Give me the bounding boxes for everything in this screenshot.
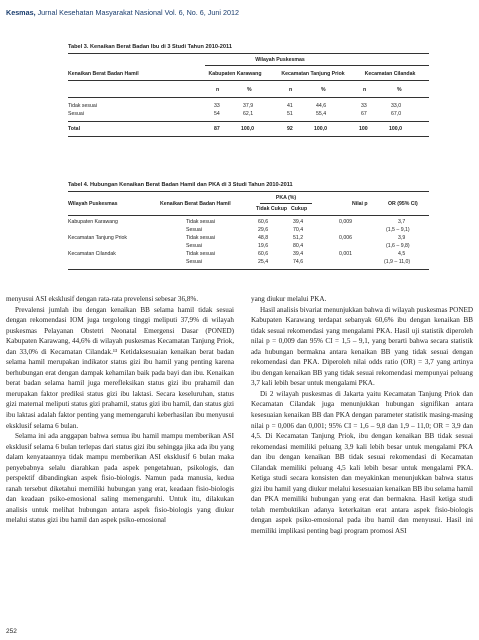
table-cell: Tidak sesuai [186, 235, 215, 241]
table-cell: 70,4 [293, 227, 304, 233]
table-cell: 39,4 [293, 251, 304, 257]
right-column [251, 294, 473, 537]
table3-col-header-karawang: Kabupaten Karawang [208, 71, 262, 77]
table-cell: 4,5 [398, 251, 406, 257]
table4-header-wilayah: Wilayah Puskesmas [68, 201, 118, 207]
table3-subheader: n [216, 87, 220, 93]
table-cell: 51 [287, 111, 293, 117]
table4-header-or: OR (95% CI) [388, 201, 418, 207]
table4-bottom-rule [68, 269, 429, 270]
table-cell: 33 [214, 103, 220, 109]
table-cell: 100,0 [241, 126, 254, 132]
table-cell: Sesuai [186, 227, 202, 233]
table-cell: Sesuai [186, 243, 202, 249]
table-cell: 41 [287, 103, 293, 109]
table-cell: (1,5 – 9,1) [386, 227, 410, 233]
table3-group-header: Wilayah Puskesmas [255, 57, 305, 63]
table4-header-p: Nilai p [352, 201, 368, 207]
table-cell: Tidak sesuai [186, 219, 215, 225]
table4-header-tidak-cukup: Tidak Cukup [256, 206, 288, 212]
table3-subheader: % [397, 87, 402, 93]
table-row-label: Sesuai [68, 111, 84, 117]
table-cell: 74,6 [293, 259, 304, 265]
table4-top-rule [68, 191, 429, 192]
table-cell: Sesuai [186, 259, 202, 265]
table-cell: 67 [361, 111, 367, 117]
paragraph: menyusui ASI eksklusif dengan rata-rata prevelensi sebesar 36,8%. [6, 295, 199, 303]
paragraph: Selama ini ada anggapan bahwa semua ibu hamil mampu memberikan ASI eksklusif selama 6 bulan terlepas dari status gizi ibu sehingga jika ada ibu yang dalam kenyataannya tidak mampu memberikan ASI eksklusif 6 bulan maka penyebabnya selalu diarahkan pada aspek pengetahuan, psikologis, dan perspektif dibandingkan aspek fisio-biologis. Namun pada manusia, kedua ranah tersebut diketahui memiliki hubungan yang erat, keadaan fisio-biologis dan keadaan psiko-emosional saling memengaruhi. Untuk itu, dilakukan analisis untuk melihat hubungan antara aspek fisio-biologis yang diukur melalui status gizi ibu hamil dan aspek psiko-emosional [6, 432, 234, 525]
table-cell: 87 [214, 126, 220, 132]
table4-header-pka: PKA (%) [275, 195, 297, 201]
table3-subheader: % [247, 87, 252, 93]
paragraph: Di 2 wilayah puskesmas di Jakarta yaitu Kecamatan Tanjung Priok dan Kecamatan Cilandak juga menunjukkan hubungan signifikan antara kesesuaian kenaikan BB dan PKA dengan parameter statistik masing-masing nilai p = 0,006 dan 0,001; 95% CI = 1,6 – 9,8 dan 1,9 – 11,0; OR = 3,9 dan 4,5. Di Kecamatan Tanjung Priok, ibu dengan kenaikan BB tidak sesuai rekomendasi memiliki peluang 3,9 kali lebih besar untuk mengalami PKA dan ibu dengan kenaikan BB tidak sesuai rekomendasi di Kecamatan Cilandak memiliki peluang 4,5 kali lebih besar untuk mengalami PKA. Ketiga studi secara konsisten dan meyakinkan menunjukkan bahwa status gizi ibu hamil yang diukur melalui kesesuaian kenaikan BB ibu selama hamil dan PKA memiliki hubungan yang erat dan bermakna. Hasil ketiga studi telah membuktikan adanya keterkaitan erat antara aspek fisio-biologis dengan aspek psiko-emosional pada ibu hamil dan menyusui. Hasil ini memiliki implikasi penting bagi program promosi ASI [251, 389, 473, 536]
journal-details: Jurnal Kesehatan Masyarakat Nasional Vol. 6, No. 6, Juni 2012 [35, 8, 239, 17]
paragraph: Prevalensi jumlah ibu dengan kenaikan BB selama hamil tidak sesuai dengan rekomendasi IOM juga tergolong tinggi meliputi 37,9% di wilayah puskesmas Pelayanan Obstetri Neonatal Emergensi Dasar (PONED) Kabupaten Karawang, 44,6% di wilayah puskesmas Kecamatan Tanjung Priok, dan 33,0% di Kecamatan Cilandak.¹³ Ketidaksesuaian kenaikan berat badan selama hamil merupakan indikator status gizi ibu hamil yang penting karena berhubungan erat dengan dampak kehamilan baik pada bayi dan ibu. Kenaikan berat badan selama hamil juga merefleksikan status gizi ibu prahamil dan merupakan faktor prediksi status gizi ibu laktasi. Secara keseluruhan, status gizi maternal meliputi status gizi prahamil, status gizi ibu hamil, dan status gizi ibu laktasi adalah faktor penting yang memengaruhi keberhasilan ibu menyusui eksklusif selama 6 bulan. [6, 305, 234, 430]
table3-total-rule [68, 121, 429, 122]
table-cell: 51,2 [293, 235, 304, 241]
table3-title: Tabel 3. Kenaikan Berat Badan Ibu di 3 Studi Tahun 2010-2011 [68, 44, 232, 50]
table3-header-rule [68, 80, 429, 81]
table-row-label: Tidak sesuai [68, 103, 97, 109]
table-cell: 3,9 [398, 235, 406, 241]
table-cell: (1,9 – 11,0) [384, 259, 411, 265]
table4-header-cukup: Cukup [291, 206, 308, 212]
table-cell: 25,4 [258, 259, 269, 265]
table3-group-rule [205, 65, 429, 66]
journal-name-bold: Kesmas, [6, 8, 36, 17]
table-cell: (1,6 – 9,8) [386, 243, 410, 249]
table4-header-kenaikan: Kenaikan Berat Badan Hamil [160, 201, 231, 207]
table-cell: 100 [359, 126, 368, 132]
table-cell: 67,0 [391, 111, 402, 117]
table-cell: 0,006 [339, 235, 352, 241]
table3-bottom-rule [68, 136, 429, 137]
left-column [6, 294, 234, 526]
table3-subheader: n [289, 87, 293, 93]
table4-pka-rule [260, 203, 312, 204]
table3-top-rule [68, 53, 429, 54]
table3-col-header-cilandak: Kecamatan Cilandak [364, 71, 416, 77]
table-cell: 60,6 [258, 219, 269, 225]
page-number: 252 [6, 628, 17, 635]
table-row-wilayah: Kabupaten Karawang [68, 219, 118, 225]
paragraph: yang diukur melalui PKA. [251, 295, 327, 303]
table-cell: 3,7 [398, 219, 406, 225]
table-cell: 60,6 [258, 251, 269, 257]
table-cell: 33,0 [391, 103, 402, 109]
table3-row-header: Kenaikan Berat Badan Hamil [68, 71, 139, 77]
table-cell: 39,4 [293, 219, 304, 225]
table-cell: 19,6 [258, 243, 269, 249]
table3-col-header-tanjung-priok: Kecamatan Tanjung Priok [281, 71, 345, 77]
table-row-wilayah: Kecamatan Tanjung Priok [68, 235, 128, 241]
table-cell: 100,0 [314, 126, 327, 132]
table3-subheader: n [363, 87, 367, 93]
table-cell: 48,8 [258, 235, 269, 241]
table-cell: 0,009 [339, 219, 352, 225]
table-cell: 54 [214, 111, 220, 117]
journal-header [6, 8, 239, 17]
table-cell: 44,6 [316, 103, 327, 109]
table-cell: 55,4 [316, 111, 327, 117]
table3-subheader: % [321, 87, 326, 93]
paragraph: Hasil analisis bivariat menunjukkan bahwa di wilayah puskesmas PONED Kabupaten Karawang terdapat sebanyak 60,6% ibu dengan kenaikan BB tidak sesuai rekomendasi yang mengalami PKA. Hasil uji statistik diperoleh nilai p = 0,009 dan 95% CI = 1,5 – 9,1, yang berarti bahwa secara statistik ada hubungan bermakna antara kenaikan BB yang tidak sesuai dengan rekomendasi dan PKA. Diperoleh nilai odds ratio (OR) = 3,7 yang artinya ibu dengan kenaikan BB yang tidak sesuai rekomendasi mempunyai peluang 3,7 kali lebih besar untuk mengalami PKA. [251, 305, 473, 388]
table-cell: 37,9 [243, 103, 254, 109]
table-cell: 62,1 [243, 111, 254, 117]
table-row-wilayah: Kecamatan Cilandak [68, 251, 116, 257]
table-cell: 80,4 [293, 243, 304, 249]
table3-total-label: Total [68, 126, 81, 132]
table-cell: 33 [361, 103, 367, 109]
table-cell: 29,6 [258, 227, 269, 233]
table-cell: 0,001 [339, 251, 352, 257]
table3-subheader-rule [68, 97, 429, 98]
table-cell: Tidak sesuai [186, 251, 215, 257]
table-cell: 92 [287, 126, 293, 132]
table-cell: 100,0 [389, 126, 402, 132]
table4-title: Tabel 4. Hubungan Kenaikan Berat Badan Hamil dan PKA di 3 Studi Tahun 2010-2011 [68, 182, 293, 188]
table4-header-rule [68, 215, 429, 216]
